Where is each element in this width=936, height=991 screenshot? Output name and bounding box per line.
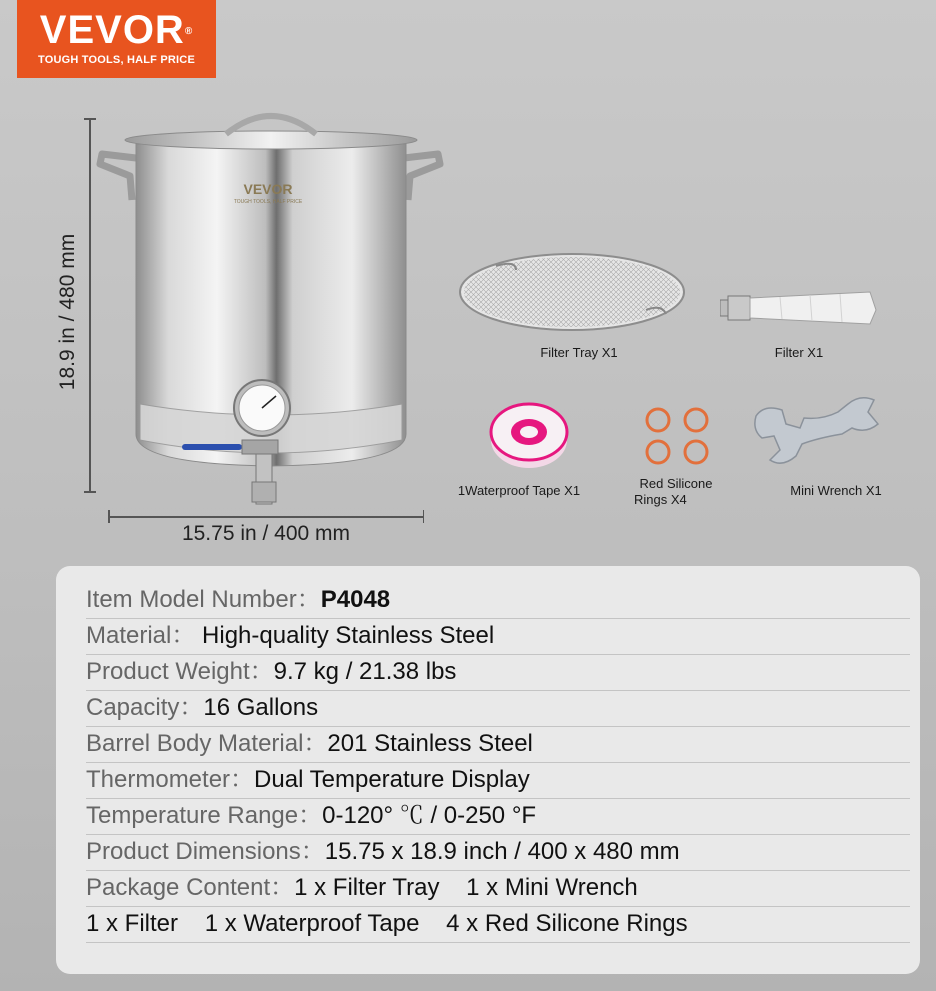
spec-label: Material [86,622,172,649]
spec-value: P4048 [320,586,391,613]
spec-label: Thermometer [86,766,231,793]
spec-separator: ： [179,694,204,721]
spec-label: Temperature Range [86,802,299,829]
waterproof-tape-label: 1Waterproof Tape X1 [457,483,581,498]
silicone-rings-label-line2: Rings X4 [634,492,687,507]
mini-wrench-label: Mini Wrench X1 [790,483,882,498]
filter-image [720,288,880,328]
spec-label: Product Dimensions [86,838,301,865]
spec-row-thermometer [86,762,910,799]
spec-row-material [86,618,910,655]
filter-label: Filter X1 [774,345,824,360]
spec-separator: ： [249,658,274,685]
silicone-rings-label [616,476,736,508]
waterproof-tape-image [486,402,572,470]
pot-engraving-brand: VEVOR [243,181,293,197]
spec-separator: ： [296,586,321,613]
brand-logo [17,0,216,78]
spec-value: 1 x Filter 1 x Waterproof Tape 4 x Red Silicone Rings [86,910,688,937]
pot-engraving-tagline: TOUGH TOOLS, HALF PRICE [233,199,303,205]
brand-name: VEVOR [39,8,185,52]
spec-separator: ： [230,766,255,793]
spec-label: Item Model Number [86,586,297,613]
silicone-rings-image [640,406,716,468]
spec-separator: ： [270,874,295,901]
filter-tray-label: Filter Tray X1 [540,345,618,360]
spec-label: Capacity [86,694,180,721]
width-dimension-line [108,516,424,518]
spec-row-temperature-range [86,798,910,835]
spec-label: Package Content [86,874,271,901]
spec-row-barrel-material [86,726,910,763]
brand-tagline: TOUGH TOOLS, HALF PRICE [38,54,195,66]
spec-value: 201 Stainless Steel [327,730,533,757]
spec-separator: ： [171,622,196,649]
mini-wrench-image [752,394,882,468]
spec-value: 9.7 kg / 21.38 lbs [273,658,457,685]
spec-value: High-quality Stainless Steel [195,622,495,649]
spec-row-weight [86,654,910,691]
spec-value: 1 x Filter Tray 1 x Mini Wrench [294,874,638,901]
stock-pot-image [96,104,446,514]
registered-mark: ® [184,26,194,37]
height-label: 18.9 in / 480 mm [56,233,79,391]
spec-label: Barrel Body Material [86,730,304,757]
width-label: 15.75 in / 400 mm [181,522,351,545]
spec-row-dimensions [86,834,910,871]
spec-value: 16 Gallons [203,694,319,721]
spec-value: Dual Temperature Display [254,766,530,793]
spec-separator: ： [303,730,328,757]
spec-label: Product Weight [86,658,250,685]
spec-panel [56,566,920,974]
spec-row-package-content-cont [86,906,910,943]
silicone-rings-label-line1: Red Silicone [639,476,713,491]
spec-separator: ： [298,802,323,829]
spec-row-capacity [86,690,910,727]
spec-value: 0-120° ℃ / 0-250 °F [322,802,537,829]
spec-value: 15.75 x 18.9 inch / 400 x 480 mm [324,838,680,865]
spec-separator: ： [300,838,325,865]
spec-row-package-content [86,870,910,907]
filter-tray-image [456,252,690,334]
spec-row-model [86,582,910,619]
